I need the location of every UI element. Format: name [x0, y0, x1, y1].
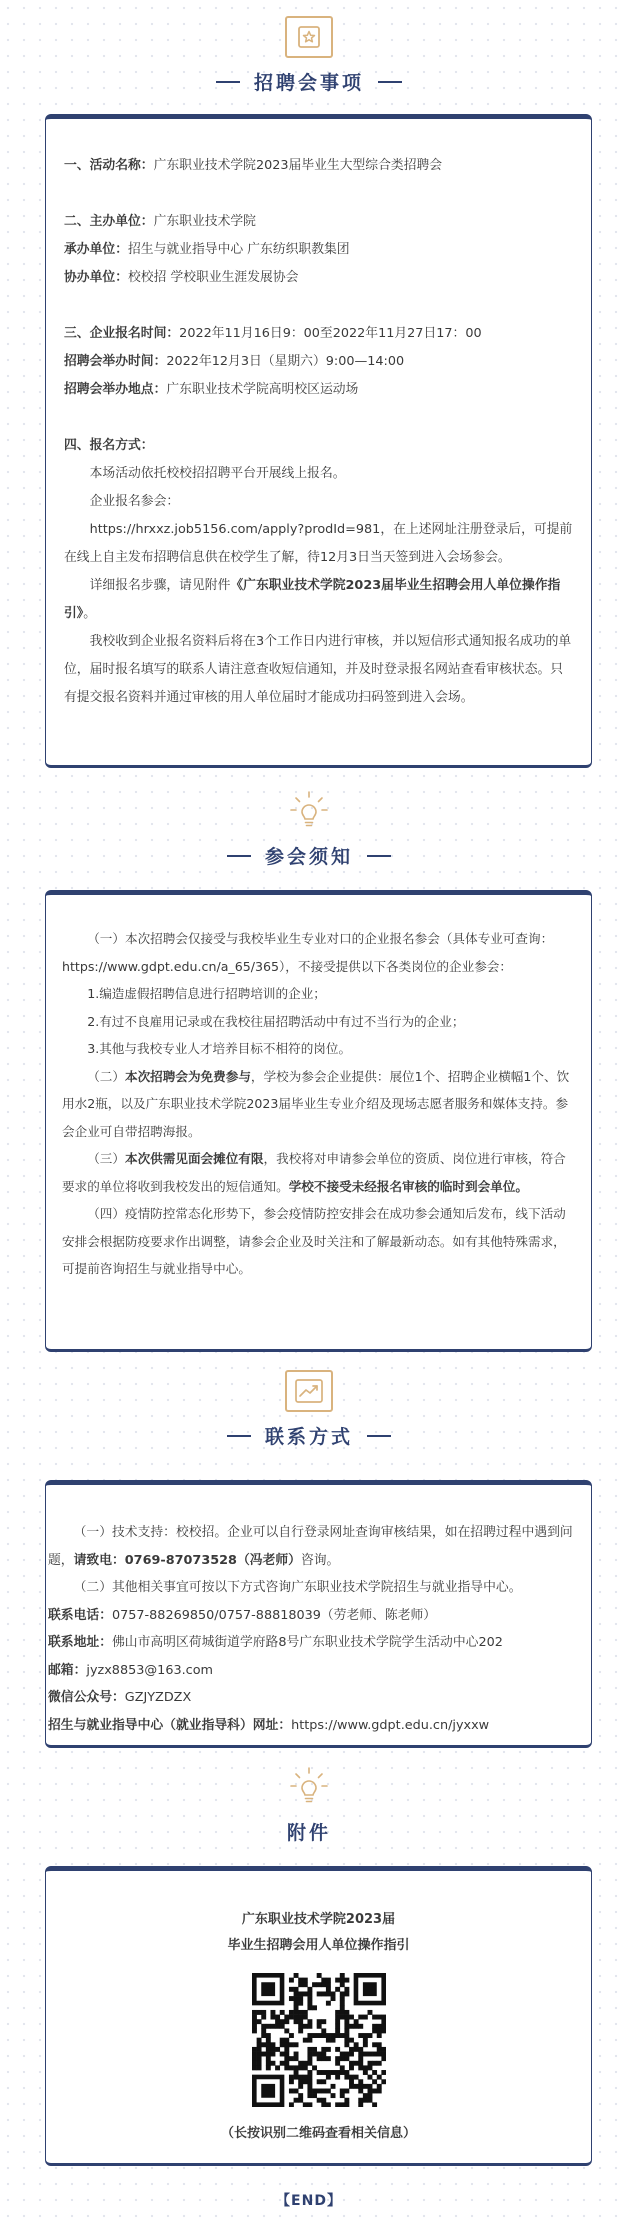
- section-header-contact: [0, 1370, 618, 1449]
- lightbulb-icon: [285, 790, 333, 832]
- registration-method-heading: 四、报名方式：: [64, 438, 154, 453]
- title-line-left: [227, 1435, 251, 1437]
- registration-time-line: 三、企业报名时间：2022年11月16日9：00至2022年11月27日17：00: [64, 326, 482, 341]
- section-header-attachment: [0, 1766, 618, 1845]
- notice-paragraph-4: （四）疫情防控常态化形势下，参会疫情防控安排会在成功参会通知后发布，线下活动安排会根据防疫要求作出调整，请参会企业及时关注和了解最新动态。如有其他特殊需求，可提前咨询招生与就业指导中心。: [62, 1206, 566, 1276]
- notice-paragraph-2: （二）本次招聘会为免费参与，学校为参会企业提供：展位1个、招聘企业横幅1个、饮用水2瓶，以及广东职业技术学院2023届毕业生专业介绍及现场志愿者服务和媒体支持。参会企业可自带招聘海报。: [62, 1068, 570, 1139]
- card-contact: [45, 1480, 592, 1748]
- attachment-title-2: 毕业生招聘会用人单位操作指引: [227, 1938, 410, 1953]
- registration-link-paragraph[interactable]: https://hrxxz.job5156.com/apply?prodId=981，在上述网址注册登录后，可提前在线上自主发布招聘信息供在校学生了解，待12月3日当天签到进入会场参会。: [64, 522, 573, 565]
- qr-note: （长按识别二维码查看相关信息）: [220, 2126, 416, 2141]
- undertaker-line: 承办单位：招生与就业指导中心 广东纺织职教集团: [64, 242, 350, 257]
- title-line-right: [367, 1435, 391, 1437]
- notice-item-3: 3.其他与我校专业人才培养目标不相符的岗位。: [87, 1041, 352, 1056]
- section-title: 附件: [286, 1822, 331, 1844]
- card-event-details: [45, 114, 592, 768]
- other-consult-paragraph: （二）其他相关事宜可按以下方式咨询广东职业技术学院招生与就业指导中心。: [73, 1580, 522, 1595]
- section-title: 联系方式: [264, 1426, 353, 1448]
- email-link[interactable]: jyzx8853@163.com: [86, 1662, 213, 1678]
- section-title: 参会须知: [264, 846, 353, 868]
- lightbulb-icon: [285, 1766, 333, 1808]
- fair-time-line: 招聘会举办时间：2022年12月3日（星期六）9:00—14:00: [64, 354, 405, 369]
- star-icon: [285, 16, 333, 58]
- contact-phone-line: 联系电话：0757-88269850/0757-88818039（劳老师、陈老师）: [48, 1607, 437, 1623]
- qr-code[interactable]: [252, 1973, 386, 2107]
- fair-location-line: 招聘会举办地点：广东职业技术学院高明校区运动场: [64, 382, 359, 397]
- section-title: 招聘会事项: [253, 72, 364, 94]
- notice-paragraph-1: （一）本次招聘会仅接受与我校毕业生专业对口的企业报名参会（具体专业可查询：https://www.gdpt.edu.cn/a_65/365），不接受提供以下各类岗位的企业参会：: [62, 931, 554, 974]
- contact-email-line: 邮箱：jyzx8853@163.com: [48, 1662, 213, 1678]
- organizer-line: 二、主办单位：广东职业技术学院: [64, 214, 256, 229]
- registration-paragraph-2: 企业报名参会：: [89, 494, 180, 509]
- contact-address-line: 联系地址：佛山市高明区荷城街道学府路8号广东职业技术学院学生活动中心202: [48, 1635, 503, 1650]
- card-attachment: [45, 1866, 592, 2166]
- co-organizer-line: 协办单位：校校招 学校职业生涯发展协会: [64, 270, 299, 285]
- section-header-events: [0, 16, 618, 95]
- wechat-account-line: 微信公众号：GZJYZDZX: [48, 1690, 192, 1705]
- title-line-right: [378, 81, 402, 83]
- title-line-left: [227, 855, 251, 857]
- end-marker: 【END】: [276, 2193, 342, 2209]
- title-line-left: [216, 81, 240, 83]
- section-header-notice: [0, 790, 618, 869]
- notice-item-1: 1.编造虚假招聘信息进行招聘培训的企业；: [87, 986, 326, 1001]
- tech-support-paragraph: （一）技术支持：校校招。企业可以自行登录网址查询审核结果，如在招聘过程中遇到问题，请致电：0769-87073528（冯老师）咨询。: [48, 1525, 573, 1568]
- review-paragraph: 我校收到企业报名资料后将在3个工作日内进行审核，并以短信形式通知报名成功的单位，届时报名填写的联系人请注意查收短信通知，并及时登录报名网站查看审核状态。只有提交报名资料并通过审核的用人单位届时才能成功扫码签到进入会场。: [64, 634, 572, 705]
- website-line: 招生与就业指导中心（就业指导科）网址：https://www.gdpt.edu.cn/jyxxw: [48, 1717, 490, 1733]
- trend-chart-icon: [285, 1370, 333, 1412]
- qr-code-graphic: [252, 1973, 386, 2107]
- activity-name-line: 一、活动名称：广东职业技术学院2023届毕业生大型综合类招聘会: [64, 158, 443, 173]
- attachment-title-1: 广东职业技术学院2023届: [241, 1912, 396, 1927]
- notice-paragraph-3: （三）本次供需见面会摊位有限，我校将对申请参会单位的资质、岗位进行审核，符合要求的单位将收到我校发出的短信通知。学校不接受未经报名审核的临时到会单位。: [62, 1151, 566, 1194]
- notice-item-2: 2.有过不良雇用记录或在我校往届招聘活动中有过不当行为的企业；: [87, 1013, 465, 1029]
- title-line-right: [367, 855, 391, 857]
- card-notice: [45, 890, 592, 1352]
- website-link[interactable]: https://www.gdpt.edu.cn/jyxxw: [291, 1717, 490, 1733]
- registration-paragraph-1: 本场活动依托校校招招聘平台开展线上报名。: [89, 466, 346, 481]
- registration-guide-paragraph: 详细报名步骤，请见附件《广东职业技术学院2023届毕业生招聘会用人单位操作指引》。: [64, 578, 561, 621]
